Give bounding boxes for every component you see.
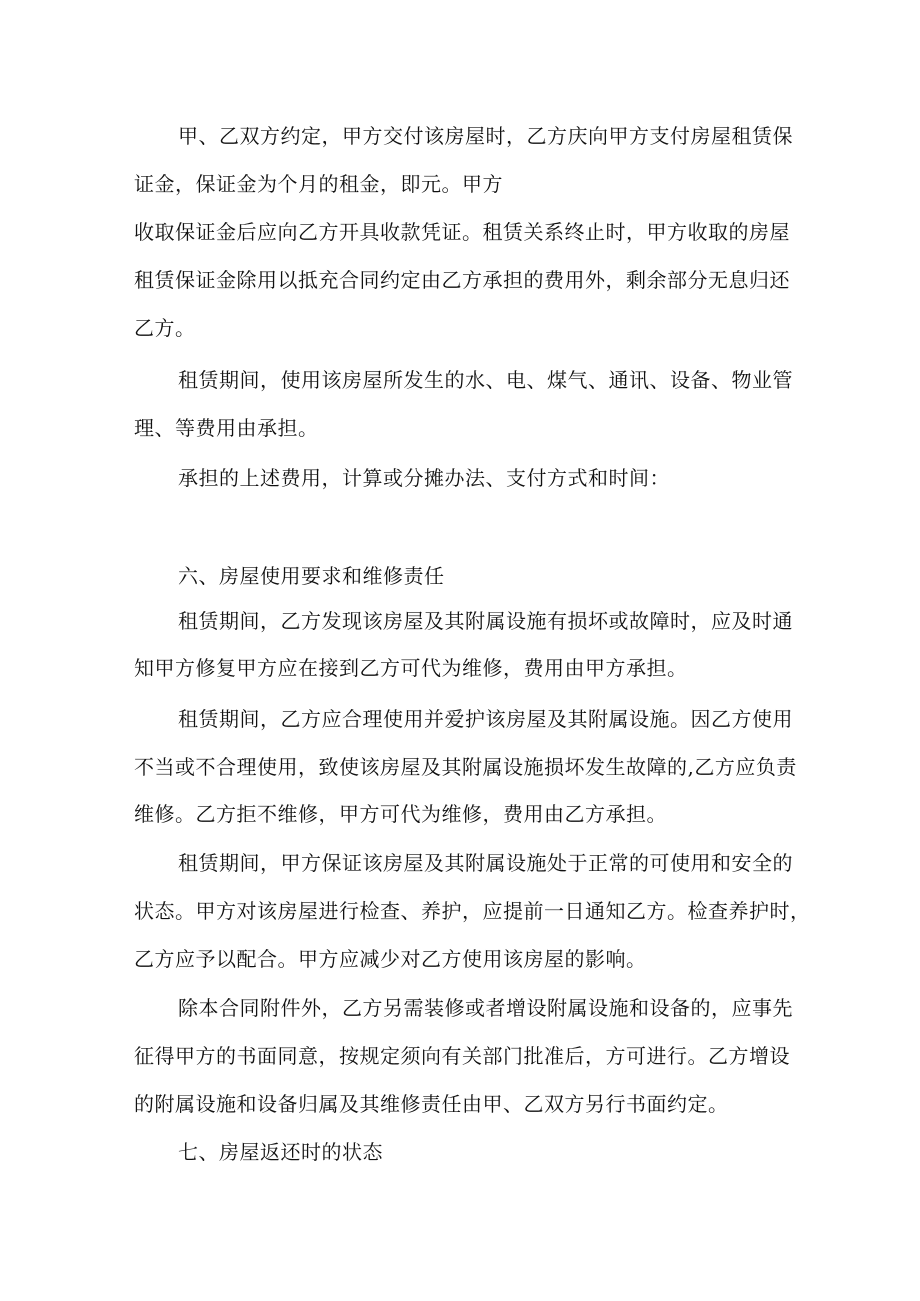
- paragraph-line: 理、等费用由承担。: [134, 416, 319, 440]
- paragraph-line: 知甲方修复甲方应在接到乙方可代为维修，费用由甲方承担。: [134, 656, 688, 680]
- paragraph-line: 租赁保证金除用以抵充合同约定由乙方承担的费用外，剩余部分无息归还: [134, 268, 790, 292]
- paragraph-line: 除本合同附件外，乙方另需装修或者增设附属设施和设备的，应事先: [178, 996, 793, 1020]
- paragraph-line: 收取保证金后应向乙方开具收款凭证。租赁关系终止时，甲方收取的房屋: [134, 220, 790, 244]
- paragraph-line: 乙方。: [134, 316, 196, 340]
- paragraph-line: 证金，保证金为个月的租金，即元。甲方: [134, 172, 503, 196]
- paragraph-line: 租赁期间，使用该房屋所发生的水、电、煤气、通讯、设备、物业管: [178, 368, 793, 392]
- paragraph-line: 承担的上述费用，计算或分摊办法、支付方式和时间：: [178, 466, 670, 490]
- section-heading: 七、房屋返还时的状态: [178, 1140, 383, 1164]
- paragraph-line: 不当或不合理使用，致使该房屋及其附属设施损坏发生故障的,乙方应负责: [134, 755, 797, 779]
- paragraph-line: 租赁期间，乙方发现该房屋及其附属设施有损坏或故障时，应及时通: [178, 609, 793, 633]
- paragraph-line: 征得甲方的书面同意，按规定须向有关部门批准后，方可进行。乙方增设: [134, 1044, 790, 1068]
- paragraph-line: 的附属设施和设备归属及其维修责任由甲、乙双方另行书面约定。: [134, 1092, 729, 1116]
- paragraph-line: 租赁期间，甲方保证该房屋及其附属设施处于正常的可使用和安全的: [178, 851, 793, 875]
- paragraph-line: 甲、乙双方约定，甲方交付该房屋时，乙方庆向甲方支付房屋租赁保: [178, 124, 793, 148]
- paragraph-line: 维修。乙方拒不维修，甲方可代为维修，费用由乙方承担。: [134, 802, 667, 826]
- paragraph-line: 乙方应予以配合。甲方应减少对乙方使用该房屋的影响。: [134, 947, 647, 971]
- paragraph-line: 租赁期间，乙方应合理使用并爱护该房屋及其附属设施。因乙方使用: [178, 707, 793, 731]
- paragraph-line: 状态。甲方对该房屋进行检查、养护，应提前一日通知乙方。检查养护时，: [134, 899, 811, 923]
- section-heading: 六、房屋使用要求和维修责任: [178, 564, 445, 588]
